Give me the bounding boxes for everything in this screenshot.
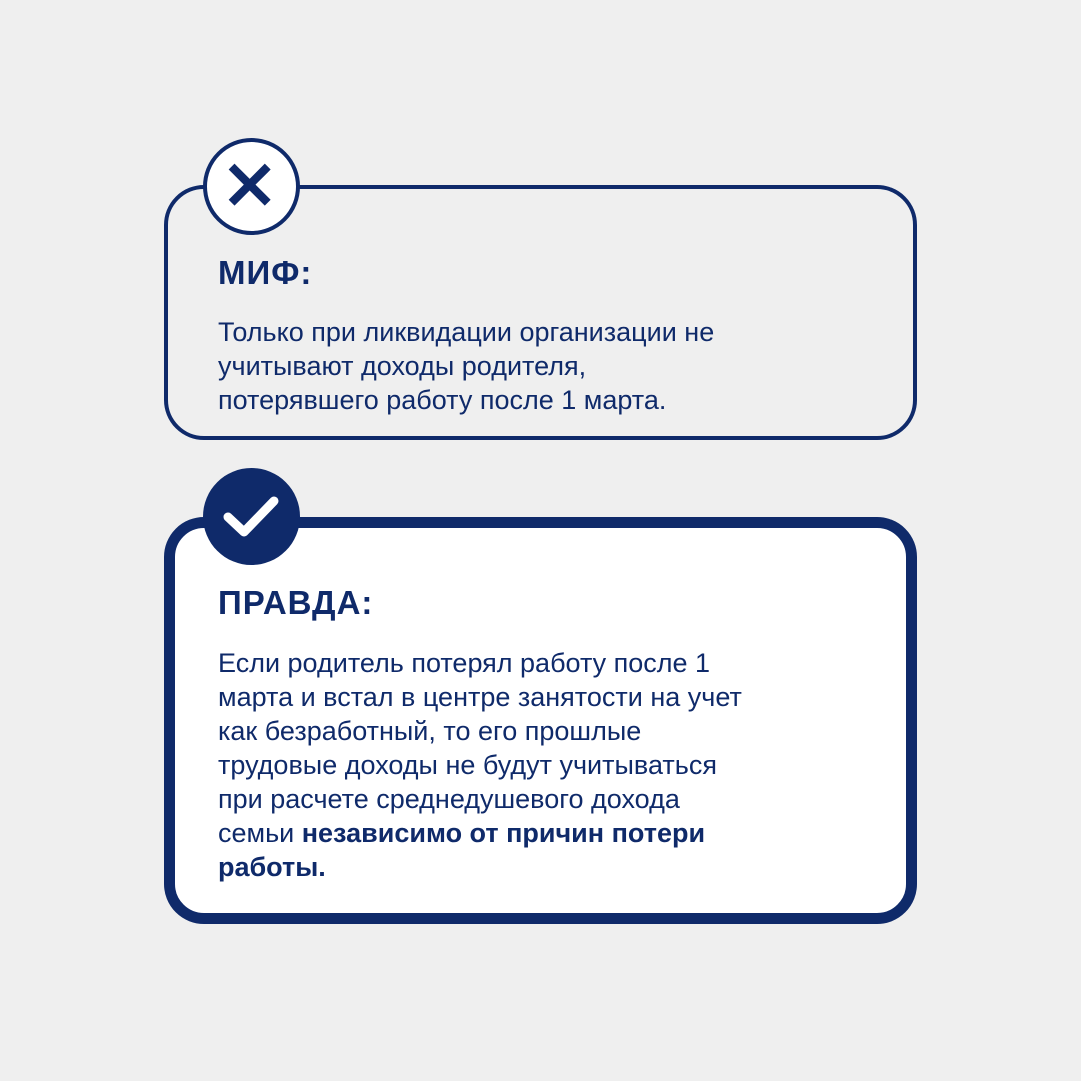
truth-text-emphasis: работы.: [218, 852, 326, 882]
truth-title: ПРАВДА:: [218, 584, 374, 621]
myth-title: МИФ:: [218, 254, 313, 291]
check-icon: [203, 468, 300, 565]
myth-badge: [203, 138, 300, 235]
truth-text-line: Если родитель потерял работу после 1: [218, 648, 711, 678]
myth-text-line: потерявшего работу после 1 марта.: [218, 385, 667, 415]
truth-text-line: трудовые доходы не будут учитываться: [218, 750, 717, 780]
truth-text-line: при расчете среднедушевого дохода: [218, 784, 680, 814]
myth-text-line: Только при ликвидации организации не: [218, 317, 715, 347]
myth-text-line: учитывают доходы родителя,: [218, 351, 587, 381]
truth-text-line: как безработный, то его прошлые: [218, 716, 642, 746]
truth-text-regular: семьи: [218, 818, 302, 848]
truth-badge: [203, 468, 300, 565]
truth-text-line: марта и встал в центре занятости на учет: [218, 682, 742, 712]
close-icon: [207, 142, 296, 231]
myth-text: [218, 315, 858, 417]
truth-text: [218, 646, 838, 884]
truth-text-line: [218, 850, 838, 884]
truth-text-line: [218, 816, 838, 850]
truth-text-emphasis: независимо от причин потери: [301, 818, 706, 848]
